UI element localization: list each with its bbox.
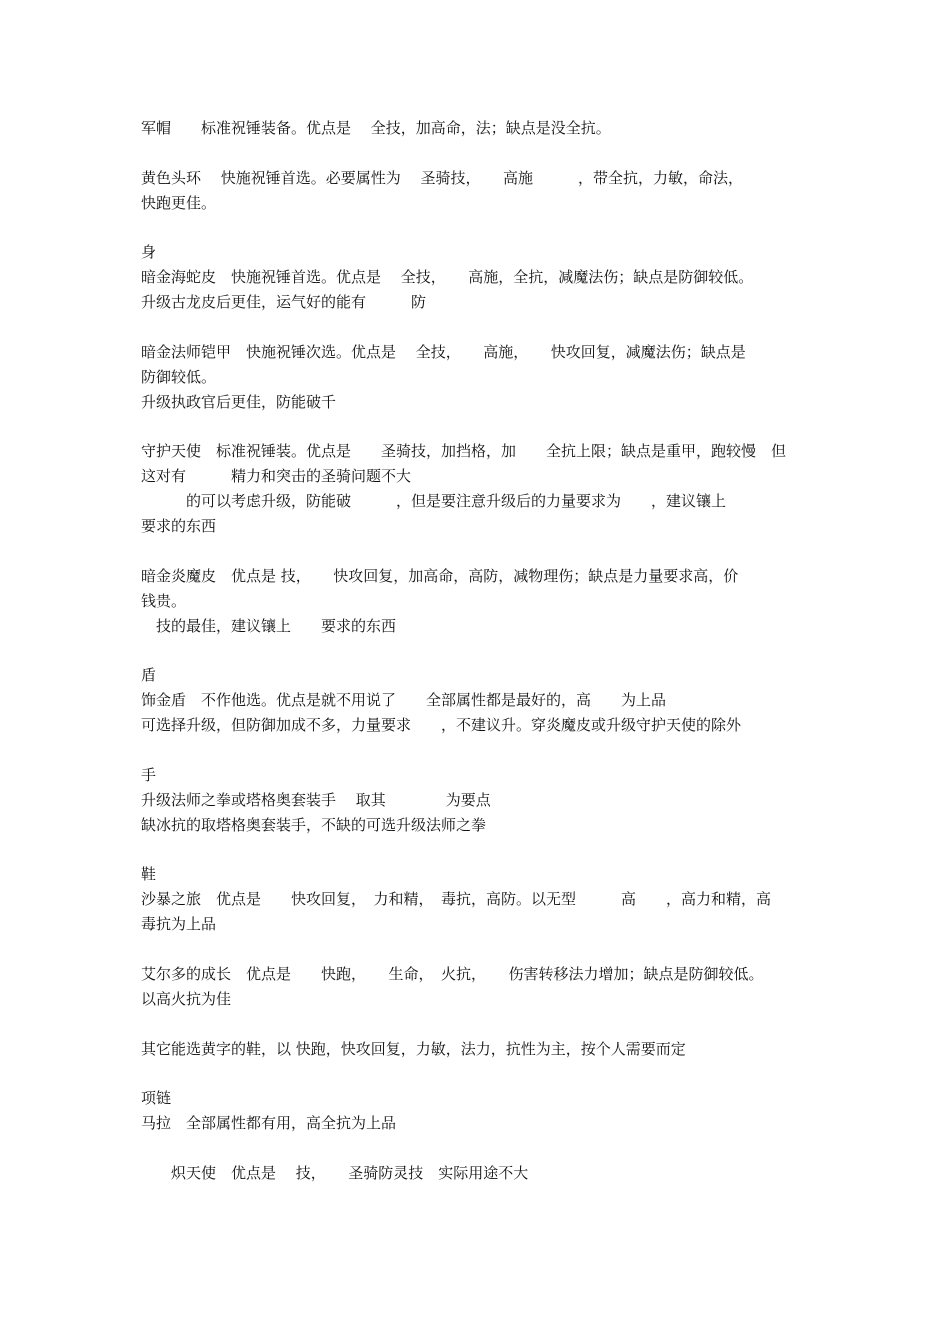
text-line: 防御较低。 — [141, 368, 217, 386]
section-heading: 项链 — [141, 1089, 172, 1107]
text-line: 其它能选黄字的鞋，以 快跑，快攻回复，力敏，法力，抗性为主，按个人需要而定 — [141, 1040, 686, 1058]
text-line: 要求的东西 — [141, 517, 217, 535]
text-line: 毒抗为上品 — [141, 915, 217, 933]
text-line: 可选择升级，但防御加成不多，力量要求 ，不建议升。穿炎魔皮或升级守护天使的除外 — [141, 716, 742, 734]
text-line: 守护天使 标准祝锤装。优点是 圣骑技，加挡格，加 全抗上限；缺点是重甲，跑较慢 但 — [141, 442, 787, 460]
section-heading: 鞋 — [141, 865, 157, 883]
text-line: 马拉 全部属性都有用，高全抗为上品 — [141, 1114, 397, 1132]
text-line: 沙暴之旅 优点是 快攻回复， 力和精， 毒抗，高防。以无型 高 ，高力和精，高 — [141, 890, 772, 908]
text-line: 军帽 标准祝锤装备。优点是 全技，加高命，法；缺点是没全抗。 — [141, 119, 611, 137]
text-line: 艾尔多的成长 优点是 快跑， 生命， 火抗， 伤害转移法力增加；缺点是防御较低。 — [141, 965, 764, 983]
text-line: 的可以考虑升级，防能破 ，但是要注意升级后的力量要求为 ，建议镶上 — [141, 492, 727, 510]
text-line: 升级法师之拳或塔格奥套装手 取其 为要点 — [141, 791, 491, 809]
text-line: 升级执政官后更佳，防能破千 — [141, 393, 337, 411]
section-heading: 盾 — [141, 666, 157, 684]
text-line: 暗金海蛇皮 快施祝锤首选。优点是 全技， 高施，全抗，减魔法伤；缺点是防御较低。 — [141, 268, 754, 286]
text-line: 升级古龙皮后更佳，运气好的能有 防 — [141, 293, 427, 311]
text-line: 暗金法师铠甲 快施祝锤次选。优点是 全技， 高施， 快攻回复，减魔法伤；缺点是 — [141, 343, 746, 361]
text-line: 黄色头环 快施祝锤首选。必要属性为 圣骑技， 高施 ，带全抗，力敏，命法， — [141, 169, 744, 187]
text-line: 暗金炎魔皮 优点是 技， 快攻回复，加高命，高防，减物理伤；缺点是力量要求高，价 — [141, 567, 739, 585]
text-line: 钱贵。 — [141, 592, 187, 610]
text-line: 技的最佳，建议镶上 要求的东西 — [141, 617, 397, 635]
section-heading: 身 — [141, 243, 157, 261]
text-line: 这对有 精力和突击的圣骑问题不大 — [141, 467, 412, 485]
text-line: 快跑更佳。 — [141, 194, 217, 212]
text-line: 饰金盾 不作他选。优点是就不用说了 全部属性都是最好的，高 为上品 — [141, 691, 667, 709]
text-line: 缺冰抗的取塔格奥套装手，不缺的可选升级法师之拳 — [141, 816, 487, 834]
text-line: 以高火抗为佳 — [141, 990, 232, 1008]
section-heading: 手 — [141, 766, 157, 784]
text-line: 炽天使 优点是 技， 圣骑防灵技 实际用途不大 — [141, 1164, 529, 1182]
